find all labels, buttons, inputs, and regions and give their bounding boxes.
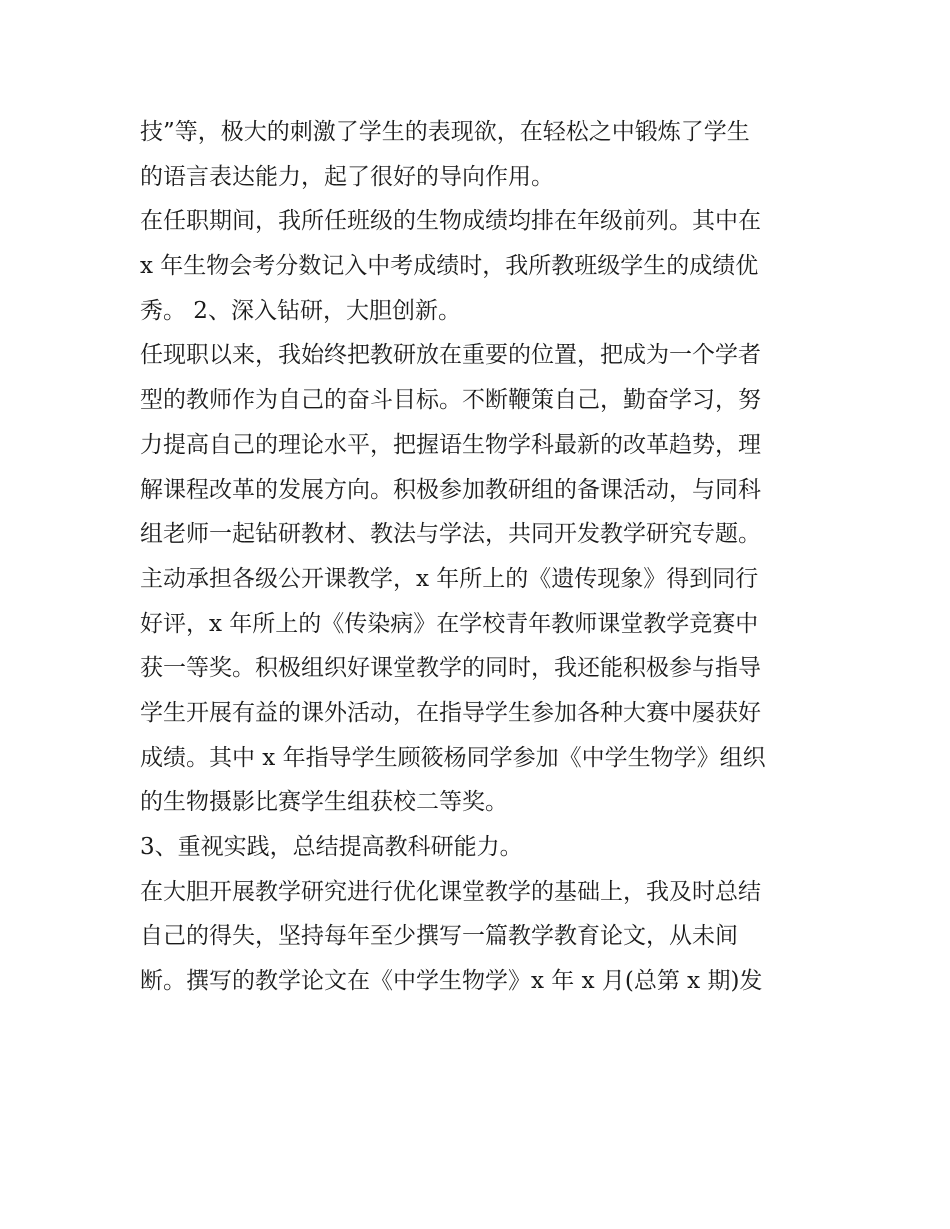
text-line: 在大胆开展教学研究进行优化课堂教学的基础上，我及时总结 [140,878,761,905]
text-line: 断。撰写的教学论文在《中学生物学》x 年 x 月(总第 x 期)发 [140,968,763,995]
text-line: 任现职以来，我始终把教研放在重要的位置，把成为一个学者 [140,342,761,369]
text-line: 型的教师作为自己的奋斗目标。不断鞭策自己，勤奋学习，努 [140,387,761,414]
text-line: 技”等，极大的刺激了学生的表现欲，在轻松之中锻炼了学生 [140,119,750,145]
text-line: 在任职期间，我所任班级的生物成绩均排在年级前列。其中在 [140,208,761,235]
text-line: 力提高自己的理论水平，把握语生物学科最新的改革趋势，理 [140,431,761,458]
text-line: 的生物摄影比赛学生组获校二等奖。 [140,789,508,816]
text-line: 主动承担各级公开课教学，x 年所上的《遗传现象》得到同行 [140,565,759,592]
text-line: 组老师一起钻研教材、教法与学法，共同开发教学研究专题。 [140,521,761,548]
text-line: 解课程改革的发展方向。积极参加教研组的备课活动，与同科 [140,476,761,503]
text-line: 3、重视实践，总结提高教科研能力。 [140,834,523,860]
text-line: 的语言表达能力，起了很好的导向作用。 [140,163,554,190]
document-body [140,110,820,1004]
text-line: 成绩。其中 x 年指导学生顾筱杨同学参加《中学生物学》组织 [140,744,766,771]
text-line: 秀。 2、深入钻研，大胆创新。 [140,297,461,324]
text-line: 获一等奖。积极组织好课堂教学的同时，我还能积极参与指导 [140,655,761,682]
text-line: 好评，x 年所上的《传染病》在学校青年教师课堂教学竞赛中 [140,610,759,637]
text-line: 自己的得失，坚持每年至少撰写一篇教学教育论文，从未间 [140,923,738,950]
text-line: x 年生物会考分数记入中考成绩时，我所教班级学生的成绩优 [140,253,759,280]
text-line: 学生开展有益的课外活动，在指导学生参加各种大赛中屡获好 [140,699,761,726]
